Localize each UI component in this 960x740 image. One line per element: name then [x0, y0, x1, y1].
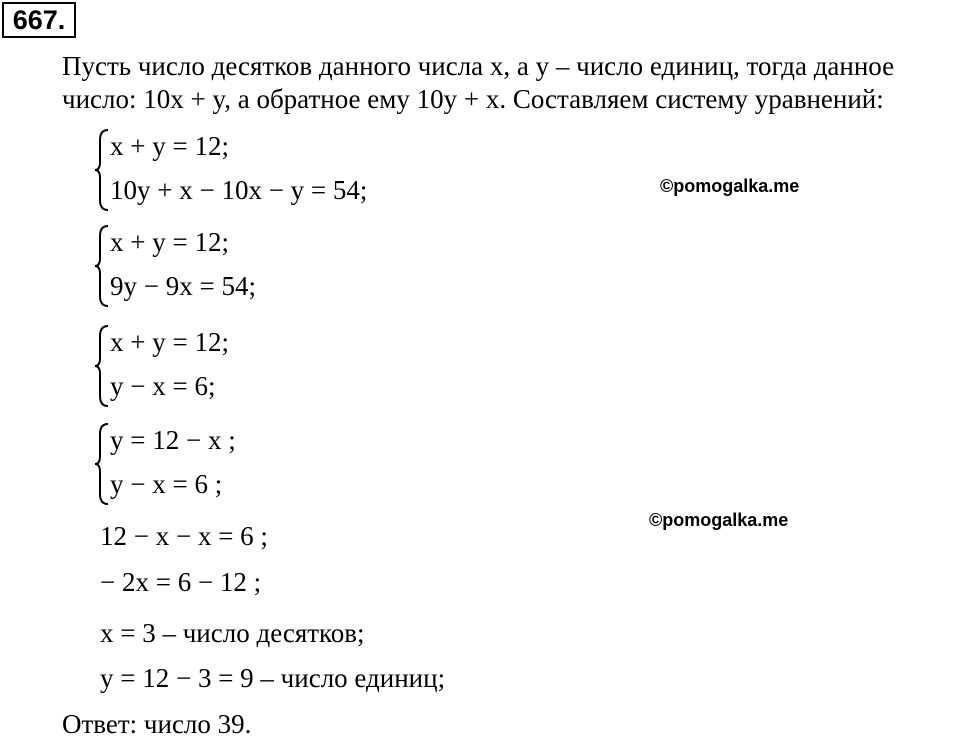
problem-number: 667. — [2, 2, 76, 38]
intro-line-2: число: 10x + y, а обратное ему 10y + x. Составляем системy уравнений: — [62, 84, 884, 114]
intro-line-1: Пусть число десятков данного числа x, а y – число единиц, тогда данное — [62, 51, 895, 81]
system-4-line-2: y − x = 6 ; — [110, 469, 223, 499]
step-4: y = 12 − 3 = 9 – число единиц; — [100, 663, 446, 693]
brace-icon — [94, 128, 110, 212]
answer: Ответ: число 39. — [62, 709, 252, 739]
system-2-line-2: 9y − 9x = 54; — [110, 271, 256, 301]
system-1-line-2: 10y + x − 10x − y = 54; — [110, 175, 368, 205]
brace-icon — [94, 422, 110, 506]
watermark: ©pomogalka.me — [649, 510, 789, 530]
step-2: − 2x = 6 − 12 ; — [100, 567, 262, 597]
brace-icon — [94, 224, 110, 308]
equation-system-3 — [94, 320, 394, 410]
watermark: ©pomogalka.me — [660, 176, 800, 196]
system-2-line-1: x + y = 12; — [110, 227, 229, 257]
step-3: x = 3 – число десятков; — [100, 618, 365, 648]
equation-system-2 — [94, 220, 394, 310]
system-3-line-2: y − x = 6; — [110, 371, 216, 401]
equation-system-4 — [94, 418, 394, 508]
system-3-line-1: x + y = 12; — [110, 327, 229, 357]
equation-system-1 — [94, 124, 394, 214]
step-1: 12 − x − x = 6 ; — [100, 521, 268, 551]
brace-icon — [94, 324, 110, 408]
system-1-line-1: x + y = 12; — [110, 131, 229, 161]
system-4-line-1: y = 12 − x ; — [110, 425, 236, 455]
